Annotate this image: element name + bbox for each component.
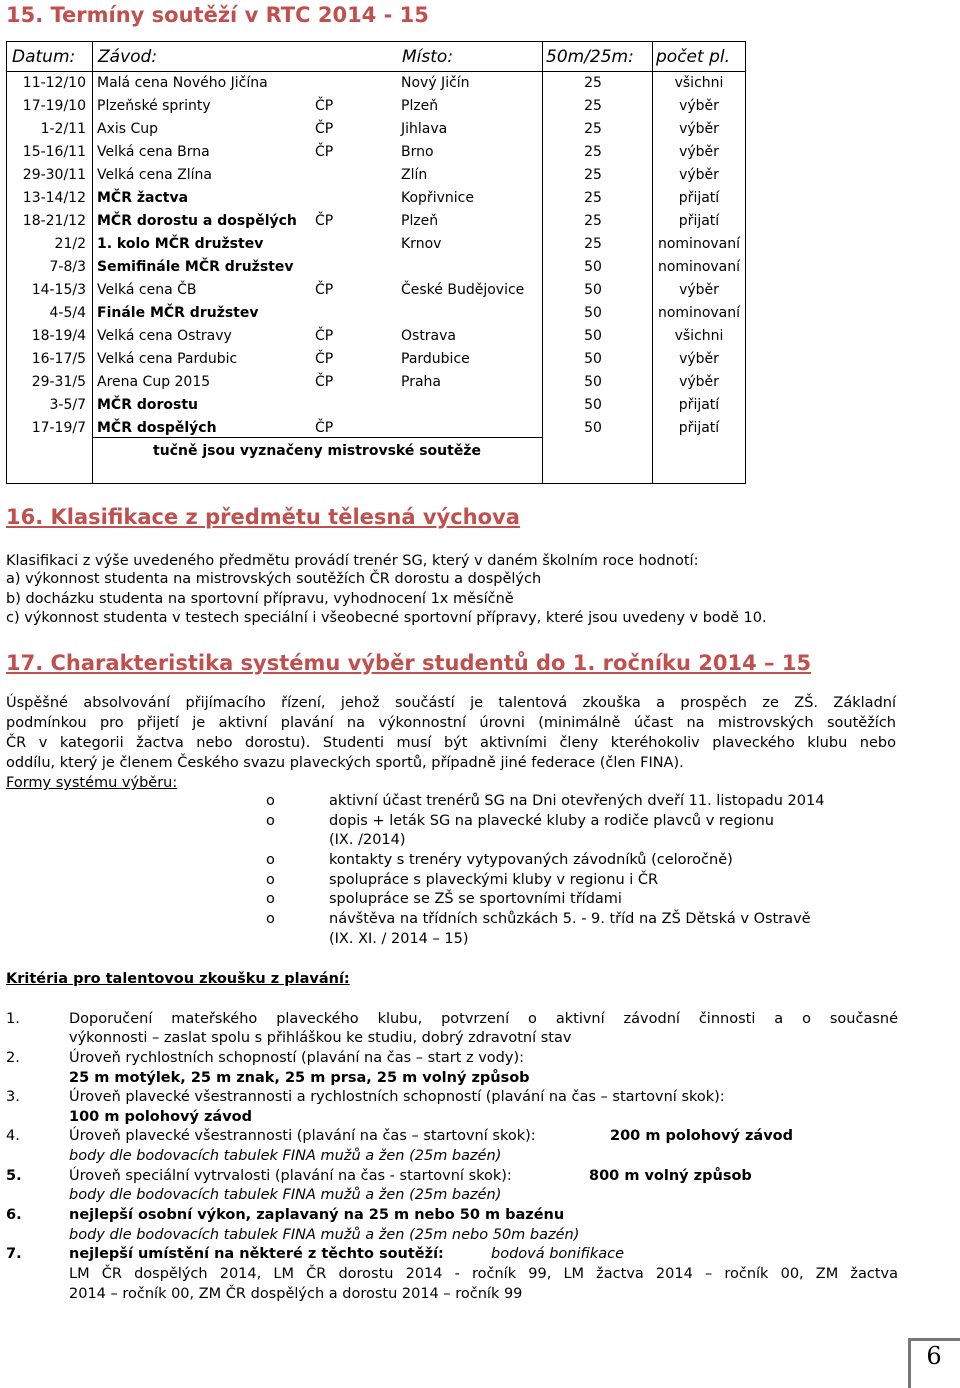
cell-date: 7-8/3 <box>49 259 86 275</box>
criterion-text: 100 m polohový závod <box>69 1109 252 1125</box>
forms-title: Formy systému výběru: <box>6 775 178 791</box>
cell-pool: 50 <box>584 374 602 390</box>
cell-count: všichni <box>674 75 724 91</box>
s16-item-a: a) výkonnost studenta na mistrovských soutěžích ČR dorostu a dospělých <box>6 571 542 587</box>
cell-pool: 25 <box>584 121 602 137</box>
section-17-heading: 17. Charakteristika systému výběr studentů do 1. ročníku 2014 – 15 <box>6 651 812 675</box>
cell-count: přijatí <box>678 420 720 436</box>
cell-cp: ČP <box>315 374 334 390</box>
cell-cp: ČP <box>315 282 334 298</box>
cell-race: Velká cena ČB <box>97 282 197 298</box>
criterion-text: nejlepší umístění na některé z těchto soutěží: <box>69 1246 444 1262</box>
criterion-text: 25 m motýlek, 25 m znak, 25 m prsa, 25 m volný způsob <box>69 1070 530 1086</box>
table-row <box>6 118 746 141</box>
cell-place: Jihlava <box>401 121 448 137</box>
cell-pool: 25 <box>584 167 602 183</box>
bullet-marker: o <box>266 911 275 927</box>
table-row <box>6 95 746 118</box>
bullet-text: spolupráce s plaveckými kluby v regionu i ČR <box>329 872 659 888</box>
table-row <box>6 233 746 256</box>
cell-race: MČR žactva <box>97 190 189 206</box>
cell-cp: ČP <box>315 213 334 229</box>
bullet-marker: o <box>266 813 275 829</box>
cell-date: 1-2/11 <box>40 121 86 137</box>
table-row <box>6 325 746 348</box>
criterion-text: bodová bonifikace <box>491 1246 625 1262</box>
cell-date: 18-21/12 <box>22 213 86 229</box>
criterion-text: nejlepší osobní výkon, zaplavaný na 25 m nebo 50 m bazénu <box>69 1207 565 1223</box>
table-row <box>6 256 746 279</box>
header-place: Místo: <box>402 47 454 67</box>
header-count: počet pl. <box>656 47 730 67</box>
criterion-text: body dle bodovacích tabulek FINA mužů a žen (25m nebo 50m bazén) <box>69 1227 580 1243</box>
cell-cp: ČP <box>315 420 334 436</box>
table-row <box>6 417 746 440</box>
s17-paragraph-line: oddílu, který je členem Českého svazu plaveckých sportů, případně jiné federace (člen FINA). <box>6 755 684 771</box>
cell-pool: 25 <box>584 98 602 114</box>
criterion-text: LM ČR dospělých 2014, LM ČR dorostu 2014 - ročník 99, LM žactva 2014 – ročník 00, ZM žactva <box>69 1266 898 1282</box>
s16-item-b: b) docházku studenta na sportovní přípravu, vyhodnocení 1x měsíčně <box>6 591 514 607</box>
cell-race: Arena Cup 2015 <box>97 374 211 390</box>
criterion-number: 5. <box>6 1168 22 1184</box>
s17-paragraph-line: ČR v kategorii žactva nebo dorostu). Studenti musí být aktivními členy kteréhokoliv plaveckého klubu nebo <box>6 735 896 751</box>
bullet-text: návštěva na třídních schůzkách 5. - 9. tříd na ZŠ Dětská v Ostravě <box>329 911 811 927</box>
s17-paragraph-line: podmínkou pro přijetí je aktivní plavání na výkonnostní úrovni (minimálně účast na mistrovských soutěžích <box>6 715 896 731</box>
cell-cp: ČP <box>315 98 334 114</box>
cell-race: Velká cena Ostravy <box>97 328 232 344</box>
bullet-marker: o <box>266 793 275 809</box>
cell-pool: 50 <box>584 328 602 344</box>
cell-pool: 25 <box>584 190 602 206</box>
table-row <box>6 72 746 95</box>
criterion-number: 2. <box>6 1050 20 1066</box>
cell-date: 17-19/10 <box>22 98 86 114</box>
cell-count: výběr <box>679 374 719 390</box>
bullet-text: spolupráce se ZŠ se sportovními třídami <box>329 891 622 907</box>
cell-date: 29-31/5 <box>31 374 86 390</box>
cell-count: výběr <box>679 167 719 183</box>
cell-place: Praha <box>401 374 441 390</box>
s16-item-c: c) výkonnost studenta v testech speciální i všeobecné sportovní přípravy, které jsou uvedeny v bodě 10. <box>6 610 767 626</box>
bullet-marker: o <box>266 891 275 907</box>
cell-count: výběr <box>679 282 719 298</box>
cell-race: Velká cena Brna <box>97 144 210 160</box>
cell-race: Velká cena Zlína <box>97 167 212 183</box>
table-row <box>6 141 746 164</box>
cell-date: 14-15/3 <box>31 282 86 298</box>
cell-race: MČR dorostu a dospělých <box>97 213 297 229</box>
table-row <box>6 348 746 371</box>
cell-count: nominovaní <box>657 236 741 252</box>
cell-count: přijatí <box>678 397 720 413</box>
criterion-text: Doporučení mateřského plaveckého klubu, potvrzení o aktivní závodní činnosti a o současné <box>69 1011 898 1027</box>
table-row <box>6 279 746 302</box>
page-number: 6 <box>926 1342 942 1370</box>
criterion-number: 4. <box>6 1128 20 1144</box>
cell-pool: 50 <box>584 305 602 321</box>
cell-place: Brno <box>401 144 434 160</box>
cell-place: Plzeň <box>401 98 439 114</box>
criterion-text: 200 m polohový závod <box>610 1128 793 1144</box>
cell-race: Axis Cup <box>97 121 159 137</box>
bullet-text: (IX. XI. / 2014 – 15) <box>329 931 469 947</box>
criterion-text: body dle bodovacích tabulek FINA mužů a žen (25m bazén) <box>69 1187 502 1203</box>
cell-cp: ČP <box>315 328 334 344</box>
cell-pool: 50 <box>584 351 602 367</box>
cell-place: Plzeň <box>401 213 439 229</box>
cell-pool: 25 <box>584 213 602 229</box>
cell-cp: ČP <box>315 144 334 160</box>
cell-date: 11-12/10 <box>22 75 86 91</box>
cell-pool: 50 <box>584 420 602 436</box>
cell-date: 29-30/11 <box>22 167 86 183</box>
criterion-text: Úroveň plavecké všestrannosti a rychlostních schopností (plavání na čas – startovní skok): <box>69 1089 725 1105</box>
cell-count: přijatí <box>678 213 720 229</box>
cell-pool: 25 <box>584 236 602 252</box>
criterion-text: 800 m volný způsob <box>589 1168 752 1184</box>
cell-place: Ostrava <box>401 328 457 344</box>
criterion-text: body dle bodovacích tabulek FINA mužů a žen (25m bazén) <box>69 1148 502 1164</box>
cell-place: České Budějovice <box>401 282 525 298</box>
cell-race: MČR dospělých <box>97 420 217 436</box>
cell-count: výběr <box>679 144 719 160</box>
bullet-text: kontakty s trenéry vytypovaných závodníků (celoročně) <box>329 852 733 868</box>
table-row <box>6 371 746 394</box>
cell-date: 15-16/11 <box>22 144 86 160</box>
bullet-marker: o <box>266 852 275 868</box>
table-row <box>6 187 746 210</box>
bullet-text: (IX. /2014) <box>329 832 406 848</box>
criterion-number: 6. <box>6 1207 22 1223</box>
cell-count: nominovaní <box>657 259 741 275</box>
cell-pool: 50 <box>584 259 602 275</box>
cell-date: 21/2 <box>54 236 86 252</box>
criterion-number: 7. <box>6 1246 22 1262</box>
header-race: Závod: <box>98 47 158 67</box>
criterion-number: 1. <box>6 1011 20 1027</box>
header-pool: 50m/25m: <box>546 47 634 67</box>
cell-pool: 25 <box>584 144 602 160</box>
criterion-text: 2014 – ročník 00, ZM ČR dospělých a dorostu 2014 – ročník 99 <box>69 1286 523 1302</box>
cell-count: výběr <box>679 351 719 367</box>
table-note: tučně jsou vyznačeny mistrovské soutěže <box>153 443 481 459</box>
cell-date: 17-19/7 <box>31 420 86 436</box>
s16-intro: Klasifikaci z výše uvedeného předmětu provádí trenér SG, který v daném školním roce hodnotí: <box>6 553 699 569</box>
section-15-heading: 15. Termíny soutěží v RTC 2014 - 15 <box>6 3 429 27</box>
cell-place: Pardubice <box>401 351 470 367</box>
cell-race: Plzeňské sprinty <box>97 98 211 114</box>
cell-place: Kopřivnice <box>401 190 474 206</box>
cell-place: Krnov <box>401 236 442 252</box>
cell-date: 3-5/7 <box>49 397 86 413</box>
cell-race: Velká cena Pardubic <box>97 351 238 367</box>
cell-date: 16-17/5 <box>31 351 86 367</box>
cell-count: přijatí <box>678 190 720 206</box>
table-row <box>6 164 746 187</box>
cell-place: Zlín <box>401 167 428 183</box>
table-row <box>6 302 746 325</box>
cell-race: Semifinále MČR družstev <box>97 259 294 275</box>
cell-cp: ČP <box>315 351 334 367</box>
cell-count: výběr <box>679 121 719 137</box>
cell-count: výběr <box>679 98 719 114</box>
cell-date: 13-14/12 <box>22 190 86 206</box>
bullet-marker: o <box>266 872 275 888</box>
s17-paragraph-line: Úspěšné absolvování přijímacího řízení, jehož součástí je talentová zkouška a prospěch ze ZŠ. Základní <box>6 695 896 711</box>
criterion-text: Úroveň plavecké všestrannosti (plavání na čas – startovní skok): <box>69 1128 536 1144</box>
bullet-text: aktivní účast trenérů SG na Dni otevřených dveří 11. listopadu 2014 <box>329 793 825 809</box>
cell-race: Finále MČR družstev <box>97 305 259 321</box>
section-16-heading: 16. Klasifikace z předmětu tělesná výchova <box>6 505 520 529</box>
criterion-text: Úroveň rychlostních schopností (plavání na čas – start z vody): <box>69 1050 525 1066</box>
header-date: Datum: <box>12 47 76 67</box>
criteria-title: Kritéria pro talentovou zkoušku z plavání: <box>6 971 350 987</box>
cell-race: Malá cena Nového Jičína <box>97 75 268 91</box>
cell-race: MČR dorostu <box>97 397 199 413</box>
bullet-text: dopis + leták SG na plavecké kluby a rodiče plavců v regionu <box>329 813 774 829</box>
competition-table <box>6 41 746 484</box>
cell-cp: ČP <box>315 121 334 137</box>
cell-pool: 50 <box>584 397 602 413</box>
table-row <box>6 210 746 233</box>
cell-count: všichni <box>674 328 724 344</box>
cell-count: nominovaní <box>657 305 741 321</box>
cell-race: 1. kolo MČR družstev <box>97 236 264 252</box>
criterion-number: 3. <box>6 1089 20 1105</box>
cell-date: 4-5/4 <box>49 305 86 321</box>
cell-place: Nový Jičín <box>401 75 470 91</box>
criterion-text: výkonnosti – zaslat spolu s přihláškou ke studiu, dobrý zdravotní stav <box>69 1030 572 1046</box>
cell-date: 18-19/4 <box>31 328 86 344</box>
criterion-text: Úroveň speciální vytrvalosti (plavání na čas - startovní skok): <box>69 1168 512 1184</box>
cell-pool: 50 <box>584 282 602 298</box>
table-row <box>6 394 746 417</box>
cell-pool: 25 <box>584 75 602 91</box>
